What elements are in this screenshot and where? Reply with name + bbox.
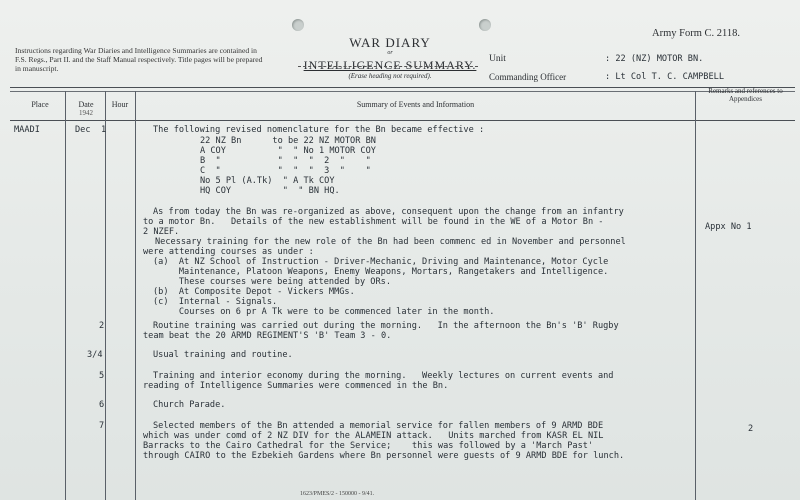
entry-place: MAADI bbox=[14, 125, 40, 135]
summary-line-13: (a) At NZ School of Instruction - Driver-Mechanic, Driving and Maintenance, Motor Cycle bbox=[153, 257, 609, 267]
print-code: 1623/PMES/2 - 150000 - 9/41. bbox=[300, 491, 375, 497]
column-header-place: Place bbox=[31, 100, 49, 109]
summary-line-21: Usual training and routine. bbox=[153, 350, 293, 360]
summary-line-26: which was under comd of 2 NZ DIV for the ALAMEIN attack. Units marched from KASR EL NIL bbox=[143, 431, 604, 441]
summary-line-4: B " " " " 2 " " bbox=[200, 156, 371, 166]
unit-value: : 22 (NZ) MOTOR BN. bbox=[605, 54, 704, 64]
instructions-text: Instructions regarding War Diaries and Intelligence Summaries are contained in F.S. Regs., Part II. and the Staff Manual respectively. Title pages will be prepared in manuscript. bbox=[15, 46, 263, 74]
entry-month: Dec bbox=[75, 125, 91, 135]
col-divider-date bbox=[105, 91, 106, 500]
summary-line-7: HQ COY " " BN HQ. bbox=[200, 186, 340, 196]
table-sub-rule bbox=[10, 91, 795, 92]
column-header-date-year: 1942 bbox=[79, 109, 93, 117]
commanding-officer-value: : Lt Col T. C. CAMPBELL bbox=[605, 72, 724, 82]
commanding-officer-label: Commanding Officer bbox=[489, 72, 567, 82]
summary-line-12: were attending courses as under : bbox=[143, 247, 314, 257]
strikethrough-line bbox=[298, 66, 478, 67]
summary-line-19: Routine training was carried out during the morning. In the afternoon the Bn's 'B' Rugby bbox=[153, 321, 619, 331]
erase-note: (Erase heading not required). bbox=[348, 72, 432, 80]
entry-day-5: 5 bbox=[99, 371, 105, 381]
punch-hole-left bbox=[292, 19, 304, 31]
column-header-hour: Hour bbox=[111, 100, 129, 109]
army-form-number: Army Form C. 2118. bbox=[652, 28, 740, 39]
entry-day-3-4: 3/4 bbox=[87, 350, 103, 360]
summary-line-11: Necessary training for the new role of the Bn had been commenc ed in November and personnel bbox=[155, 237, 626, 247]
summary-line-14: Maintenance, Platoon Weapons, Enemy Weapons, Mortars, Rangetakers and Intelligence. bbox=[153, 267, 609, 277]
entry-day-2: 2 bbox=[99, 321, 105, 331]
punch-hole-right bbox=[479, 19, 491, 31]
form-subtitle: INTELLIGENCE SUMMARY. bbox=[303, 58, 477, 72]
column-header-summary: Summary of Events and Information bbox=[356, 100, 475, 109]
summary-line-6: No 5 Pl (A.Tk) " A Tk COY bbox=[200, 176, 335, 186]
summary-line-20: team beat the 20 ARMD REGIMENT'S 'B' Team 3 - 0. bbox=[143, 331, 392, 341]
unit-label: Unit bbox=[489, 54, 506, 64]
col-divider-place bbox=[65, 91, 66, 500]
summary-line-23: reading of Intelligence Summaries were commenced in the Bn. bbox=[143, 381, 449, 391]
summary-line-16: (b) At Composite Depot - Vickers MMGs. bbox=[153, 287, 355, 297]
summary-line-22: Training and interior economy during the morning. Weekly lectures on current events and bbox=[153, 371, 614, 381]
entry-day-1: 1 bbox=[101, 125, 107, 135]
summary-line-10: 2 NZEF. bbox=[143, 227, 180, 237]
summary-line-24: Church Parade. bbox=[153, 400, 226, 410]
summary-line-8: As from today the Bn was re-organized as above, consequent upon the change from an infantry bbox=[153, 207, 624, 217]
summary-line-17: (c) Internal - Signals. bbox=[153, 297, 278, 307]
col-divider-summary bbox=[695, 91, 696, 500]
entry-day-6: 6 bbox=[99, 400, 105, 410]
summary-line-9: to a motor Bn. Details of the new establishment will be found in the WE of a Motor Bn - bbox=[143, 217, 604, 227]
summary-line-27: Barracks to the Cairo Cathedral for the Service; this was followed by a 'March Past' bbox=[143, 441, 594, 451]
summary-line-3: A COY " " No 1 MOTOR COY bbox=[200, 146, 376, 156]
form-or: or bbox=[387, 50, 393, 56]
col-divider-hour bbox=[135, 91, 136, 500]
summary-line-1: The following revised nomenclature for the Bn became effective : bbox=[153, 125, 485, 135]
appendix-reference-1: Appx No 1 bbox=[705, 222, 752, 232]
table-top-rule bbox=[10, 87, 795, 88]
entry-day-7: 7 bbox=[99, 421, 105, 431]
summary-line-15: These courses were being attended by ORs. bbox=[153, 277, 391, 287]
table-header-rule bbox=[10, 120, 795, 121]
column-header-remarks: Remarks and references to Appendices bbox=[708, 87, 783, 103]
summary-line-18: Courses on 6 pr A Tk were to be commenced later in the month. bbox=[153, 307, 495, 317]
summary-line-25: Selected members of the Bn attended a memorial service for fallen members of 9 ARMD BDE bbox=[153, 421, 604, 431]
form-title: WAR DIARY bbox=[349, 35, 431, 50]
appendix-reference-2: 2 bbox=[748, 424, 754, 434]
summary-line-5: C " " " " 3 " " bbox=[200, 166, 371, 176]
summary-line-2: 22 NZ Bn to be 22 NZ MOTOR BN bbox=[200, 136, 376, 146]
summary-line-28: through CAIRO to the Ezbekieh Gardens where Bn personnel were guests of 9 ARMD BDE for lunch. bbox=[143, 451, 625, 461]
column-header-date: Date bbox=[78, 100, 94, 109]
